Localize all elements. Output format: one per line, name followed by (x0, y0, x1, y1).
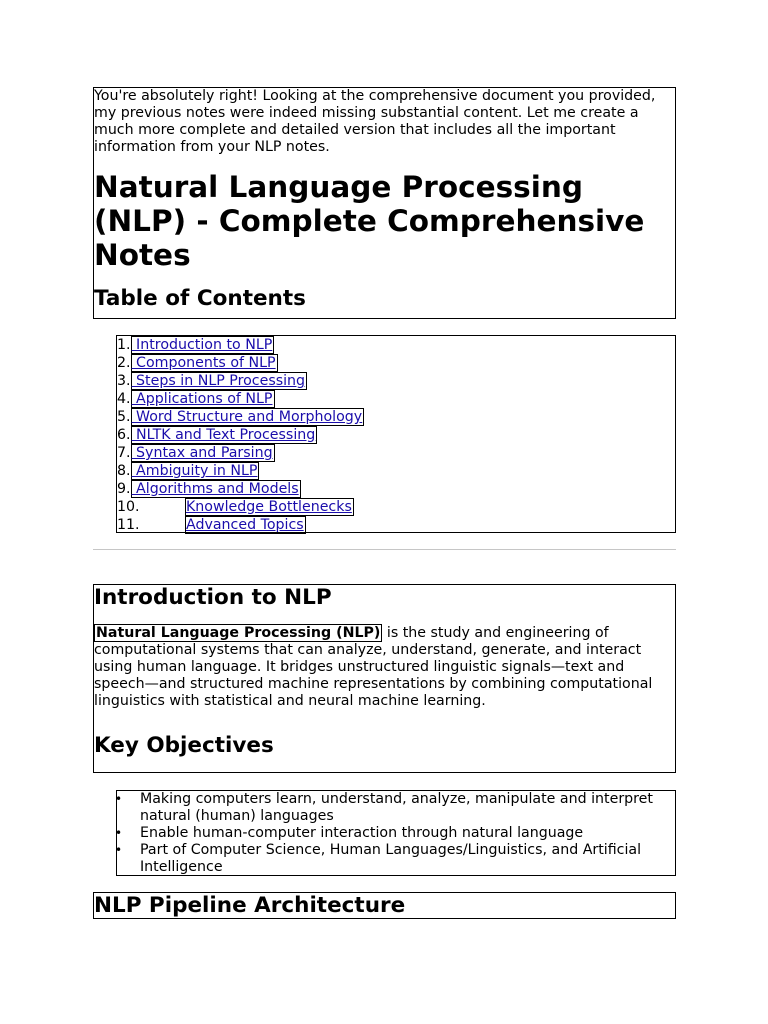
toc-link-syntax[interactable]: Syntax and Parsing (131, 445, 273, 461)
introduction-heading: Introduction to NLP (94, 585, 332, 610)
toc-link-introduction[interactable]: Introduction to NLP (131, 337, 273, 353)
toc-link-algorithms[interactable]: Algorithms and Models (131, 481, 299, 497)
toc-item: 9. Algorithms and Models (117, 481, 299, 497)
document-page (93, 87, 676, 918)
section-divider (93, 549, 676, 550)
toc-link-steps[interactable]: Steps in NLP Processing (131, 373, 306, 389)
toc-link-knowledge[interactable]: Knowledge Bottlenecks (186, 499, 352, 515)
nlp-term: Natural Language Processing (NLP) (96, 625, 381, 641)
toc-item: 5. Word Structure and Morphology (117, 409, 363, 425)
toc-heading: Table of Contents (94, 286, 306, 311)
toc-item: 6. NLTK and Text Processing (117, 427, 316, 443)
key-objectives-list (116, 790, 676, 876)
intro-paragraph: You're absolutely right! Looking at the comprehensive document you provided, my previous notes were indeed missing substantial content. Let me create a much more complete and detailed version that includes all the important information from your NLP notes. (94, 88, 656, 155)
toc-item: 10. Knowledge Bottlenecks (117, 499, 352, 515)
toc-item: 7. Syntax and Parsing (117, 445, 273, 461)
toc-link-components[interactable]: Components of NLP (131, 355, 276, 371)
introduction-section (93, 584, 676, 773)
toc-link-morphology[interactable]: Word Structure and Morphology (131, 409, 363, 425)
list-item: • Enable human-computer interaction through natural language (117, 825, 675, 842)
toc-item: 3. Steps in NLP Processing (117, 373, 306, 389)
key-objectives-heading: Key Objectives (94, 733, 274, 758)
toc-link-applications[interactable]: Applications of NLP (131, 391, 273, 407)
toc-item: 8. Ambiguity in NLP (117, 463, 258, 479)
intro-block (93, 87, 676, 319)
toc-item: 2. Components of NLP (117, 355, 276, 371)
toc-item: 11. Advanced Topics (117, 517, 304, 533)
toc-link-advanced[interactable]: Advanced Topics (186, 517, 304, 533)
list-item: • Making computers learn, understand, analyze, manipulate and interpret natural (human) languages (117, 791, 675, 825)
list-item: • Part of Computer Science, Human Languages/Linguistics, and Artificial Intelligence (117, 842, 675, 876)
pipeline-section (93, 892, 676, 919)
introduction-paragraph (94, 611, 675, 710)
pipeline-heading: NLP Pipeline Architecture (94, 893, 406, 918)
toc-link-ambiguity[interactable]: Ambiguity in NLP (131, 463, 258, 479)
toc-item: 1. Introduction to NLP (117, 337, 273, 353)
toc-link-nltk[interactable]: NLTK and Text Processing (131, 427, 316, 443)
table-of-contents (116, 335, 676, 533)
introduction-body: is the study and engineering of computational systems that can analyze, understand, generate, and interact using human language. It bridges unstructured linguistic signals—text and speech—and structured machine representations by combining computational linguistics with statistical and neural machine learning. (94, 625, 653, 709)
toc-item: 4. Applications of NLP (117, 391, 273, 407)
document-title: Natural Language Processing (NLP) - Complete Comprehensive Notes (94, 170, 645, 272)
